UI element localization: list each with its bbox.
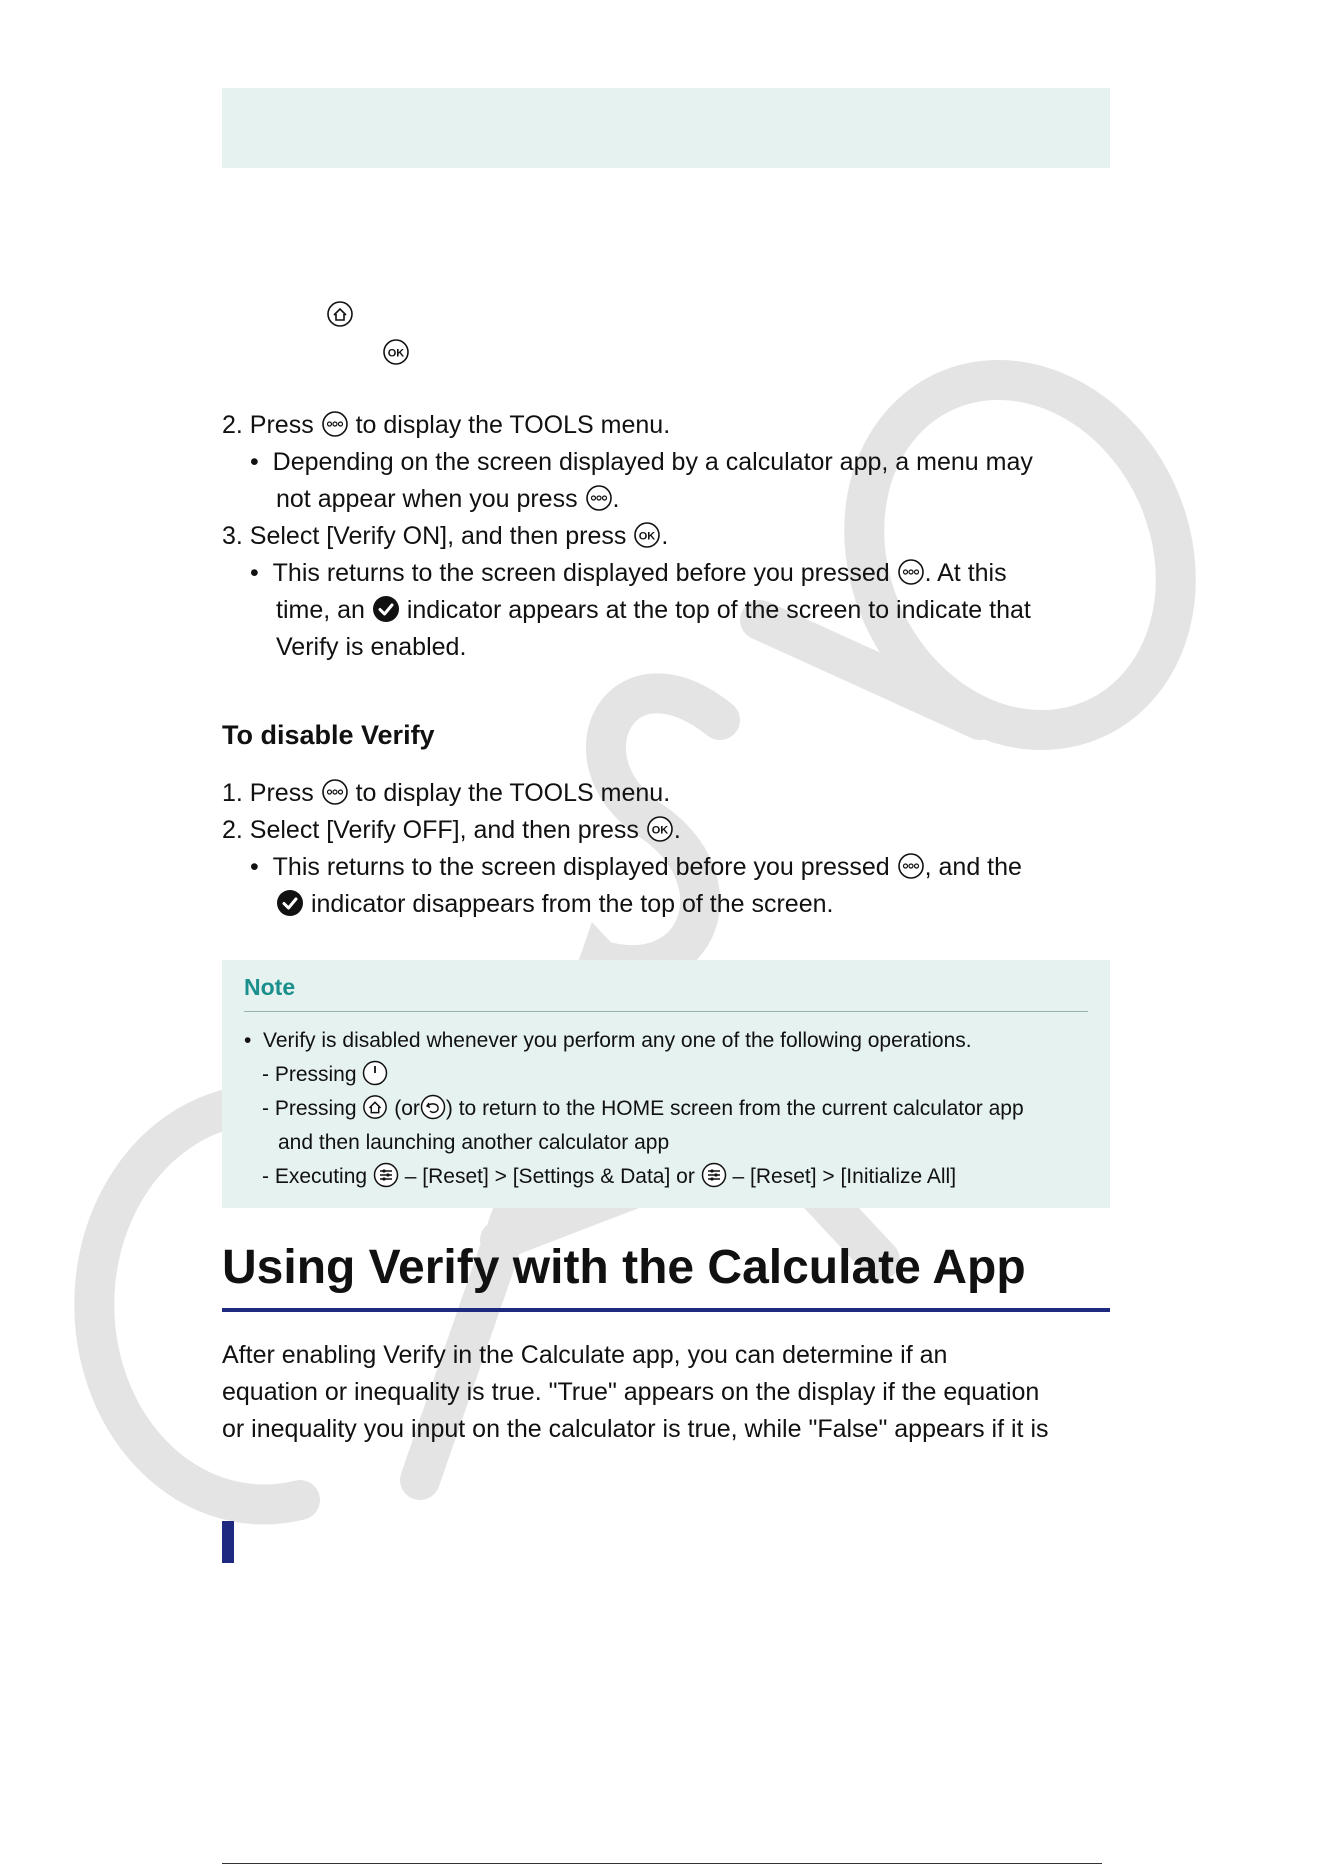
step-3: 3. Select [Verify ON], and then press OK .: [222, 519, 668, 558]
tools-key-icon: [897, 852, 925, 889]
disable-step-2: 2. Select [Verify OFF], and then press OK .: [222, 813, 681, 852]
note-box: [222, 960, 1110, 1208]
section-paragraph-line-3: or inequality you input on the calculator is true, while "False" appears if it is: [222, 1415, 1049, 1443]
step-3-bullet-cont-1: [276, 593, 1031, 632]
step-3-bullet-1b: . At this: [924, 559, 1007, 587]
step-2-bullet-text-1: Depending on the screen displayed by a calculator app, a menu may: [272, 448, 1033, 476]
note-line-5c: – [Reset] > [Initialize All]: [732, 1165, 957, 1188]
svg-text:OK: OK: [387, 347, 405, 360]
step-2-bullet-cont: not appear when you press .: [276, 482, 620, 521]
step-2-bullet: • Depending on the screen displayed by a calculator app, a menu may: [250, 448, 1033, 476]
home-key-icon: [326, 300, 354, 333]
disable-step-1-prefix: 1. Press: [222, 779, 314, 807]
tools-key-icon: [321, 410, 349, 447]
note-line-5a: - Executing: [262, 1165, 368, 1188]
step-3-bullet-2b: indicator appears at the top of the screen to indicate that: [406, 596, 1031, 624]
step-3-bullet-3: Verify is enabled.: [276, 633, 467, 661]
disable-step-2-bullet-cont: [276, 887, 833, 926]
disable-step-1-suffix: to display the TOOLS menu.: [355, 779, 671, 807]
note-line-5b: – [Reset] > [Settings & Data] or: [404, 1165, 695, 1188]
step-3-bullet: • This returns to the screen displayed before you pressed . At this: [250, 556, 1007, 595]
note-line-2: [262, 1060, 388, 1095]
section-paragraph-line-2: equation or inequality is true. "True" appears on the display if the equation: [222, 1378, 1040, 1406]
ok-key-icon: [382, 338, 410, 371]
disable-verify-heading: To disable Verify: [222, 720, 435, 750]
note-line-2-text: - Pressing: [262, 1063, 357, 1086]
verify-check-icon: [276, 889, 304, 926]
ok-key-icon: [646, 815, 674, 852]
settings-key-icon: [373, 1162, 399, 1197]
note-line-3a: - Pressing: [262, 1097, 357, 1120]
step-3-prefix: 3. Select [Verify ON], and then press: [222, 522, 627, 550]
section-title: Using Verify with the Calculate App: [222, 1241, 1026, 1294]
svg-text:OK: OK: [639, 530, 656, 543]
tools-key-icon: [321, 778, 349, 815]
home-key-icon: [362, 1094, 388, 1129]
step-2: [222, 408, 670, 447]
verify-check-icon: [372, 595, 400, 632]
footer-rule: [222, 1863, 1102, 1864]
settings-key-icon: [701, 1162, 727, 1197]
ok-key-icon: [633, 521, 661, 558]
disable-bullet-2: indicator disappears from the top of the screen.: [310, 890, 834, 918]
top-panel: [222, 88, 1110, 168]
note-line-4: [278, 1128, 669, 1158]
note-line-4-text: and then launching another calculator app: [278, 1131, 670, 1154]
disable-step-1: [222, 776, 670, 815]
section-title-rule: [222, 1308, 1110, 1312]
note-line-5: [262, 1162, 956, 1197]
subsection-marker: [222, 1521, 234, 1563]
disable-step-2-bullet: • This returns to the screen displayed before you pressed , and the: [250, 850, 1022, 889]
step-2-suffix: to display the TOOLS menu.: [355, 411, 671, 439]
step-2-bullet-text-2: not appear when you press: [276, 485, 578, 513]
note-line-3: [262, 1094, 1024, 1129]
power-key-icon: [362, 1060, 388, 1095]
step-3-bullet-cont-2: [276, 630, 466, 664]
note-line-3c: ) to return to the HOME screen from the current calculator app: [445, 1097, 1024, 1120]
note-line-1-text: Verify is disabled whenever you perform any one of the following operations.: [263, 1029, 972, 1052]
note-title: Note: [244, 974, 296, 1000]
note-line-1: • Verify is disabled whenever you perform any one of the following operations.: [244, 1029, 972, 1052]
svg-text:OK: OK: [651, 824, 669, 837]
step-2-prefix: 2. Press: [222, 411, 314, 439]
disable-bullet-1b: , and the: [924, 853, 1022, 881]
tools-key-icon: [585, 484, 613, 521]
note-line-3b: (or: [394, 1097, 420, 1120]
back-key-icon: [420, 1094, 446, 1129]
section-paragraph-line-1: After enabling Verify in the Calculate app, you can determine if an: [222, 1341, 948, 1369]
note-divider: [244, 1011, 1088, 1012]
disable-step-2-prefix: 2. Select [Verify OFF], and then press: [222, 816, 639, 844]
tools-key-icon: [897, 558, 925, 595]
disable-bullet-1a: This returns to the screen displayed before you pressed: [272, 853, 890, 881]
step-3-bullet-2a: time, an: [276, 596, 365, 624]
step-3-bullet-1a: This returns to the screen displayed before you pressed: [272, 559, 890, 587]
